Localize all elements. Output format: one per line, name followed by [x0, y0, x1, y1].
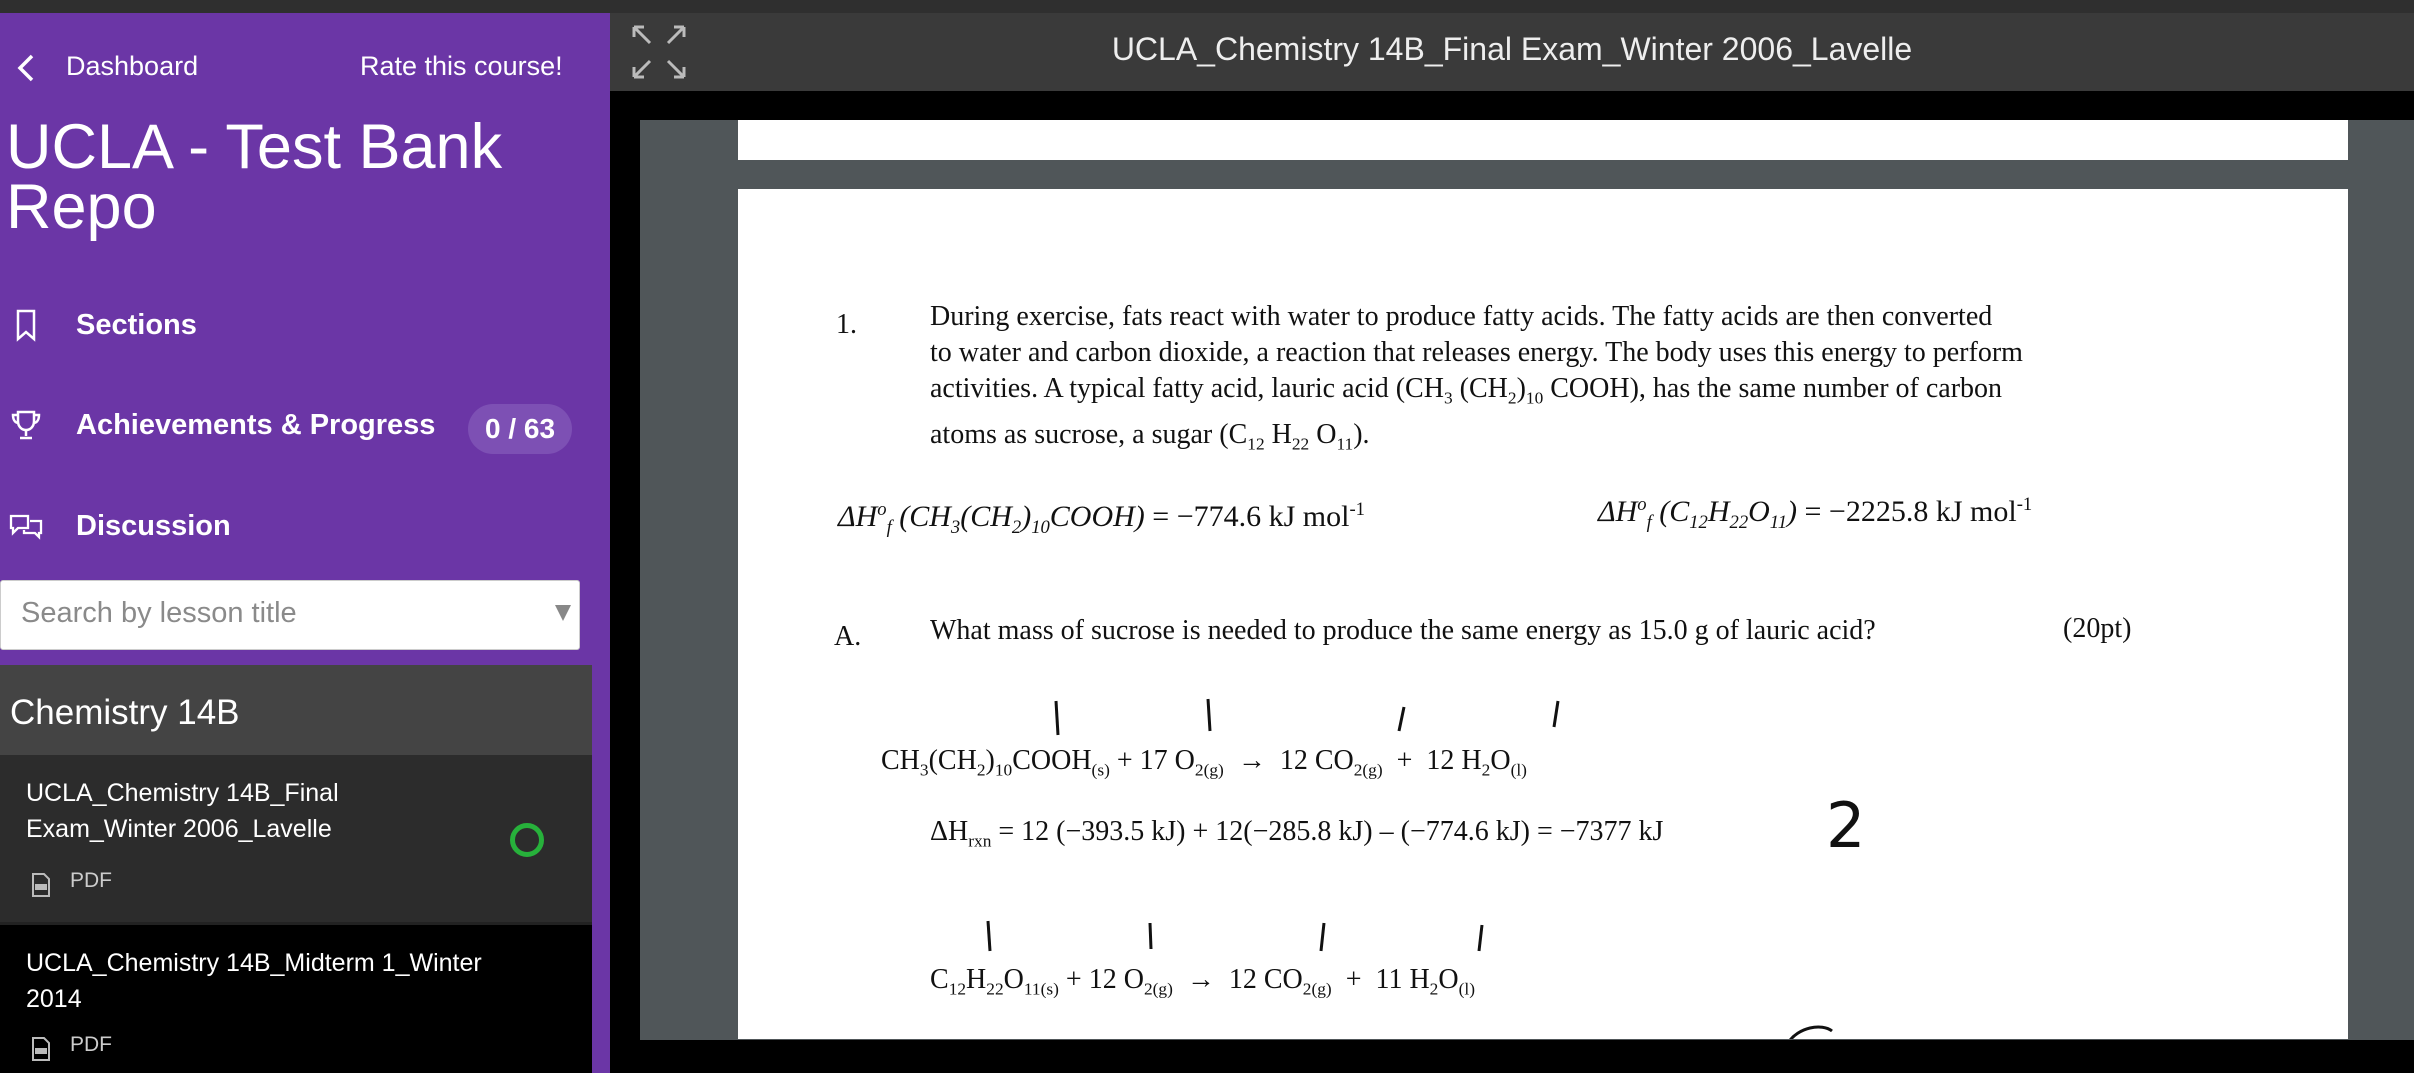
handwritten-score: 2 — [1826, 789, 1866, 862]
lesson-item[interactable] — [0, 925, 592, 1073]
part-label: A. — [834, 621, 862, 652]
viewer-header — [610, 13, 2414, 91]
course-title: UCLA - Test Bank Repo — [6, 112, 503, 242]
chat-bubbles-icon — [8, 508, 44, 544]
lesson-title: UCLA_Chemistry 14B_Final Exam_Winter 2006_Lavelle — [26, 779, 339, 843]
completed-indicator — [510, 823, 544, 857]
lesson-type: PDF — [70, 869, 112, 892]
course-sidebar — [0, 13, 610, 1073]
enthalpy-equation: $\Delta H^o_f$ $(C_{12}H_{22}O_{11}) = -2225.8$ kJ mol$^{-1}$ — [1598, 494, 2033, 533]
reaction-equation: $C_{12}H_{22}O_{11(s)} + 12$ $O_{2(g)} \to 12$ $CO_{2(g)} + 11$ $H_2O_{(l)}$ — [930, 964, 1475, 999]
reaction-enthalpy: $\Delta H_{rxn} = 12$ (−393.5 kJ) + 12(−285.8 kJ) – (−774.6 kJ) = −7377 kJ — [930, 816, 1664, 851]
points-label: (20pt) — [2063, 613, 2132, 644]
sidebar-item-discussion[interactable] — [0, 492, 610, 562]
previous-page-edge — [738, 120, 2348, 160]
sidebar-item-sections[interactable] — [0, 291, 610, 361]
sidebar-header — [0, 13, 610, 663]
sidebar-item-achievements[interactable] — [0, 391, 610, 461]
rate-course-link[interactable]: Rate this course! — [360, 51, 563, 81]
pdf-page — [738, 189, 2348, 1039]
chevron-left-icon[interactable] — [14, 53, 40, 83]
lesson-search-select[interactable] — [0, 580, 580, 650]
bookmark-icon — [8, 307, 44, 343]
lesson-list — [0, 665, 592, 1073]
section-header: Chemistry 14B — [0, 665, 592, 755]
sidebar-item-label: Achievements & Progress — [76, 409, 436, 441]
search-placeholder: Search by lesson title — [21, 597, 297, 629]
question-text-line: activities. A typical fatty acid, lauric acid ($CH_3$ $(CH_2)_{10}$ COOH), has the same number of carbon — [930, 373, 2003, 408]
trophy-icon — [8, 407, 44, 443]
sidebar-item-label: Discussion — [76, 510, 231, 542]
question-text-line: atoms as sucrose, a sugar ($C_{12}$ $H_{22}$ $O_{11}$). — [930, 419, 1370, 454]
handwritten-marks — [738, 909, 2348, 969]
part-question: What mass of sucrose is needed to produce the same energy as 15.0 g of lauric acid? — [930, 615, 1876, 646]
sidebar-item-label: Sections — [76, 309, 197, 341]
reaction-equation: $CH_3(CH_2)_{10}COOH_{(s)} + 17$ $O_{2(g)} \to 12$ $CO_{2(g)} + 12$ $H_2O_{(l)}$ — [881, 745, 1527, 780]
question-text-line: to water and carbon dioxide, a reaction that releases energy. The body uses this energy to perform — [930, 337, 2023, 368]
pdf-file-icon — [30, 872, 52, 898]
handwritten-marks — [738, 689, 2348, 749]
progress-badge: 0 / 63 — [468, 404, 572, 454]
lesson-type: PDF — [70, 1033, 112, 1056]
question-number: 1. — [836, 309, 857, 340]
enthalpy-equation: $\Delta H^o_f$ $(CH_3(CH_2)_{10}COOH) = -774.6$ kJ mol$^{-1}$ — [838, 499, 1365, 538]
handwritten-mark-partial — [1778, 1019, 1858, 1039]
top-strip — [0, 0, 2414, 13]
pdf-file-icon — [30, 1036, 52, 1062]
caret-down-icon — [555, 605, 571, 621]
lesson-item-active[interactable] — [0, 755, 592, 922]
question-text-line: During exercise, fats react with water to produce fatty acids. The fatty acids are then converted — [930, 301, 1993, 332]
document-title: UCLA_Chemistry 14B_Final Exam_Winter 2006_Lavelle — [1111, 31, 1913, 67]
dashboard-link[interactable]: Dashboard — [66, 51, 199, 81]
lesson-title: UCLA_Chemistry 14B_Midterm 1_Winter 2014 — [26, 949, 482, 1013]
